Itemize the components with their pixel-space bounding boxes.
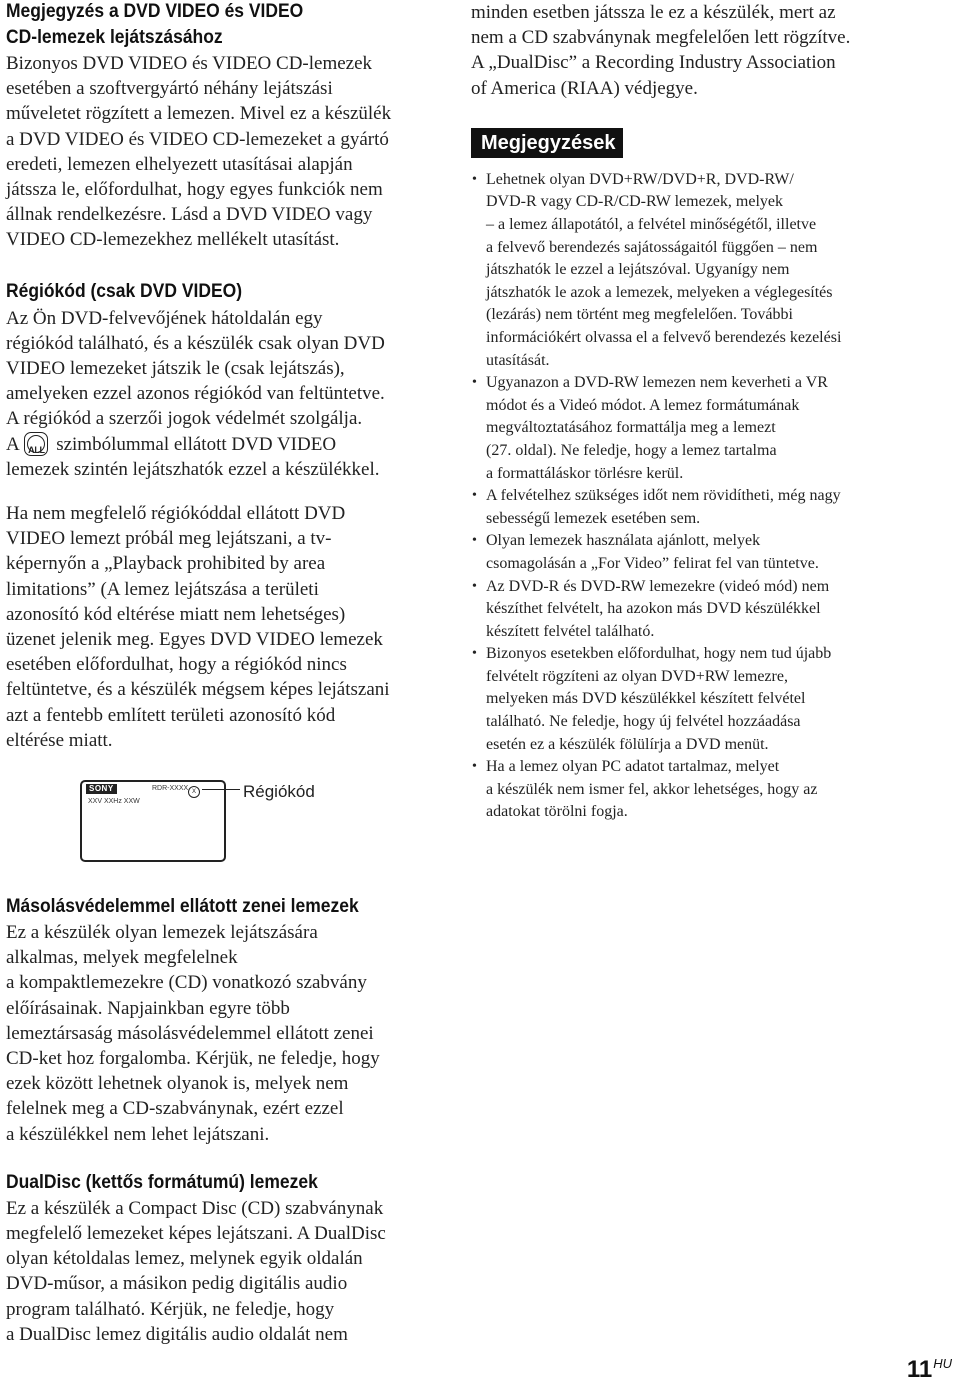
heading-line: CD-lemezek lejátszásához — [6, 27, 223, 48]
left-column — [6, 0, 434, 753]
text-line: esetén ez a készülék fölülírja a DVD menüt. — [486, 735, 769, 753]
text-line: • Ugyanazon a DVD-RW lemezen nem keverheti a VR — [486, 374, 828, 392]
text-line: minden esetben játssza le ez a készülék, mert az — [471, 2, 836, 23]
text-line: játszhatók le azok a lemezek, melyeken a véglegesítés — [486, 283, 833, 301]
text-line: DVD-R vagy CD-R/CD-RW lemezek, melyek — [486, 193, 783, 211]
text-line: állnak rendelkezésre. Lásd a DVD VIDEO vagy — [6, 204, 373, 226]
text-line: of America (RIAA) védjegye. — [471, 77, 698, 99]
language-code: HU — [933, 1356, 952, 1371]
list-item — [471, 576, 899, 644]
text-line: limitations” (A lemez lejátszása a területi — [6, 578, 319, 600]
region-all-symbol: ALL — [28, 444, 45, 455]
heading-line: Megjegyzés a DVD VIDEO és VIDEO — [6, 1, 304, 22]
text-line: • Ha a lemez olyan PC adatot tartalmaz, melyet — [486, 758, 780, 776]
text-line: található. Ne feledje, hogy új felvétel hozzáadása — [486, 713, 801, 731]
text-line: utasítását. — [486, 351, 550, 369]
text-line: információkért olvassa el a felvevő berendezés kezelési — [486, 328, 842, 346]
model-number: RDR-XXXX — [152, 785, 189, 792]
leader-line — [202, 789, 240, 790]
text-line: csomagolásán a „For Video” felirat fel van tüntetve. — [486, 554, 819, 572]
text-line: módot és a Videó módot. A lemez formátumának — [486, 396, 800, 414]
text-line: (27. oldal). Ne feledje, hogy a lemez tartalma — [486, 441, 777, 459]
text-line: VIDEO lemezt próbál meg lejátszani, a tv- — [6, 528, 332, 550]
sony-logo: SONY — [86, 784, 117, 794]
text-line: előírásainak. Napjainkban egyre több — [6, 997, 290, 1019]
text-line: esetében előfordulhat, hogy a régiókód nincs — [6, 654, 347, 676]
text-line: feltüntetve, és a készülék mégsem képes lejátszani — [6, 679, 390, 701]
right-column — [471, 0, 899, 824]
text-line: Ha nem megfelelő régiókóddal ellátott DVD — [6, 503, 346, 525]
text-line-with-symbol — [6, 432, 434, 457]
text-line: CD-ket hoz forgalomba. Kérjük, ne feledje, hogy — [6, 1048, 380, 1070]
text-line: készített felvétel található. — [486, 622, 655, 640]
text-line: lemeztársaság másolásvédelemmel ellátott zenei — [6, 1022, 374, 1044]
text-line: nem a CD szabványnak megfelelően lett rögzítve. — [471, 27, 851, 49]
text-line: felelnek meg a CD-szabványnak, ezért ezzel — [6, 1098, 344, 1120]
text-line: esetében a szoftvergyártó néhány lejátszási — [6, 78, 333, 100]
text-line: A régiókód a szerzői jogok védelmét szolgálja. — [6, 408, 363, 430]
list-item — [471, 169, 899, 372]
list-item — [471, 485, 899, 530]
text-line: sebességű lemezek esetében sem. — [486, 509, 701, 527]
text-line: ezek között lehetnek olyanok is, melyek nem — [6, 1073, 349, 1095]
paragraph-copy-protected — [6, 920, 436, 1147]
text-line: amelyeken ezzel azonos régiókód van feltüntetve. — [6, 383, 385, 405]
list-item — [471, 530, 899, 575]
text-line: • Az DVD-R és DVD-RW lemezekre (videó mód) nem — [486, 577, 830, 595]
heading-region-code: Régiókód (csak DVD VIDEO) — [6, 280, 243, 302]
text-line: a DVD VIDEO és VIDEO CD-lemezeket a gyártó — [6, 128, 389, 150]
text-line: adatokat törölni fogja. — [486, 803, 628, 821]
text-line: VIDEO CD-lemezekhez mellékelt utasítást. — [6, 229, 340, 251]
text-line: a felvevő berendezés sajátosságaitól függően – nem — [486, 238, 818, 256]
text-line: (lezárás) nem történt meg megfelelően. További — [486, 306, 793, 324]
text-line: üzenet jelenik meg. Egyes DVD VIDEO lemezek — [6, 629, 383, 651]
notes-list — [471, 169, 899, 824]
text-line: a kompaktlemezekre (CD) vonatkozó szabvány — [6, 972, 367, 994]
text-line: Az Ön DVD-felvevőjének hátoldalán egy — [6, 307, 323, 329]
text-line: – a lemez állapotától, a felvétel minőségétől, illetve — [486, 216, 817, 233]
text-line: megfelelő lemezeket képes lejátszani. A DualDisc — [6, 1223, 386, 1245]
text-line: DVD-műsor, a másikon pedig digitális audio — [6, 1273, 348, 1295]
text-fragment: szimbólummal ellátott DVD VIDEO — [56, 433, 337, 455]
text-line: • A felvételhez szükséges időt nem rövidítheti, még nagy — [486, 487, 841, 505]
text-line: A „DualDisc” a Recording Industry Association — [471, 52, 836, 74]
power-rating: XXV XXHz XXW — [88, 798, 140, 805]
heading-dualdisc: DualDisc (kettős formátumú) lemezek — [6, 1171, 318, 1193]
list-item — [471, 372, 899, 485]
paragraph-region-code — [6, 306, 434, 482]
text-line: alkalmas, melyek megfelelnek — [6, 947, 238, 969]
region-code-label: Régiókód — [243, 782, 315, 801]
rear-label-plate — [80, 780, 226, 862]
text-line: készíthet felvételt, ha azokon más DVD készülékkel — [486, 600, 821, 618]
text-line: VIDEO lemezeket játszik le (csak lejátszás), — [6, 358, 345, 380]
text-line: melyeken más DVD készülékkel készített felvétel — [486, 690, 806, 708]
text-line: a formattáláskor törlésre kerül. — [486, 464, 684, 482]
text-line: régiókód található, és a készülék csak olyan DVD — [6, 332, 385, 354]
text-line: a készülék nem ismer fel, akkor lehetséges, hogy az — [486, 780, 818, 798]
text-line: megváltoztatásához formattálja meg a lemezt — [486, 419, 776, 437]
region-all-icon — [24, 432, 48, 456]
text-line: olyan kétoldalas lemez, melynek egyik oldalán — [6, 1248, 363, 1270]
text-line: lemezek szintén lejátszhatók ezzel a készülékkel. — [6, 458, 380, 480]
notes-heading: Megjegyzések — [471, 128, 623, 158]
text-fragment: A — [6, 433, 19, 455]
text-line: azt a fentebb említett területi azonosító kód — [6, 704, 336, 726]
paragraph-dualdisc — [6, 1196, 436, 1347]
heading-copy-protected: Másolásvédelemmel ellátott zenei lemezek — [6, 896, 359, 917]
heading-dvd-video-note — [6, 0, 400, 51]
paragraph-dualdisc-continued — [471, 0, 899, 101]
text-line: eredeti, lemezen elhelyezett utasításai alapján — [6, 153, 353, 175]
region-code-mark: X — [188, 786, 200, 798]
paragraph-wrong-region — [6, 501, 434, 753]
text-line: a készülékkel nem lehet lejátszani. — [6, 1123, 270, 1145]
text-line: program található. Kérjük, ne feledje, hogy — [6, 1298, 335, 1320]
text-line: Ez a készülék a Compact Disc (CD) szabványnak — [6, 1197, 384, 1219]
text-line: • Bizonyos esetekben előfordulhat, hogy nem tud újabb — [486, 645, 832, 663]
page-number — [907, 1356, 952, 1384]
text-line: felvételt rögzíteni az olyan DVD+RW lemezre, — [486, 667, 788, 685]
text-line: Bizonyos DVD VIDEO és VIDEO CD-lemezek — [6, 53, 373, 74]
paragraph-dvd-video-note — [6, 51, 434, 253]
region-code-diagram — [76, 780, 356, 866]
text-line: • Lehetnek olyan DVD+RW/DVD+R, DVD-RW/ — [486, 170, 794, 188]
list-item — [471, 643, 899, 756]
page-number-value: 11 — [906, 1356, 933, 1383]
text-line: azonosító kód eltérése miatt nem lehetséges) — [6, 603, 346, 625]
bottom-section — [6, 894, 436, 1347]
text-line: képernyőn a „Playback prohibited by area — [6, 553, 326, 575]
text-line: Ez a készülék olyan lemezek lejátszására — [6, 922, 318, 943]
text-line: műveletet rögzített a lemezen. Mivel ez a készülék — [6, 103, 392, 125]
list-item — [471, 756, 899, 824]
text-line: játssza le, előfordulhat, hogy egyes funkciók nem — [6, 179, 383, 201]
text-line: játszhatók le ezzel a lejátszóval. Ugyanígy nem — [486, 261, 790, 279]
text-line: a DualDisc lemez digitális audio oldalát nem — [6, 1323, 348, 1345]
text-line: • Olyan lemezek használata ajánlott, melyek — [486, 532, 761, 550]
text-line: eltérése miatt. — [6, 729, 113, 751]
